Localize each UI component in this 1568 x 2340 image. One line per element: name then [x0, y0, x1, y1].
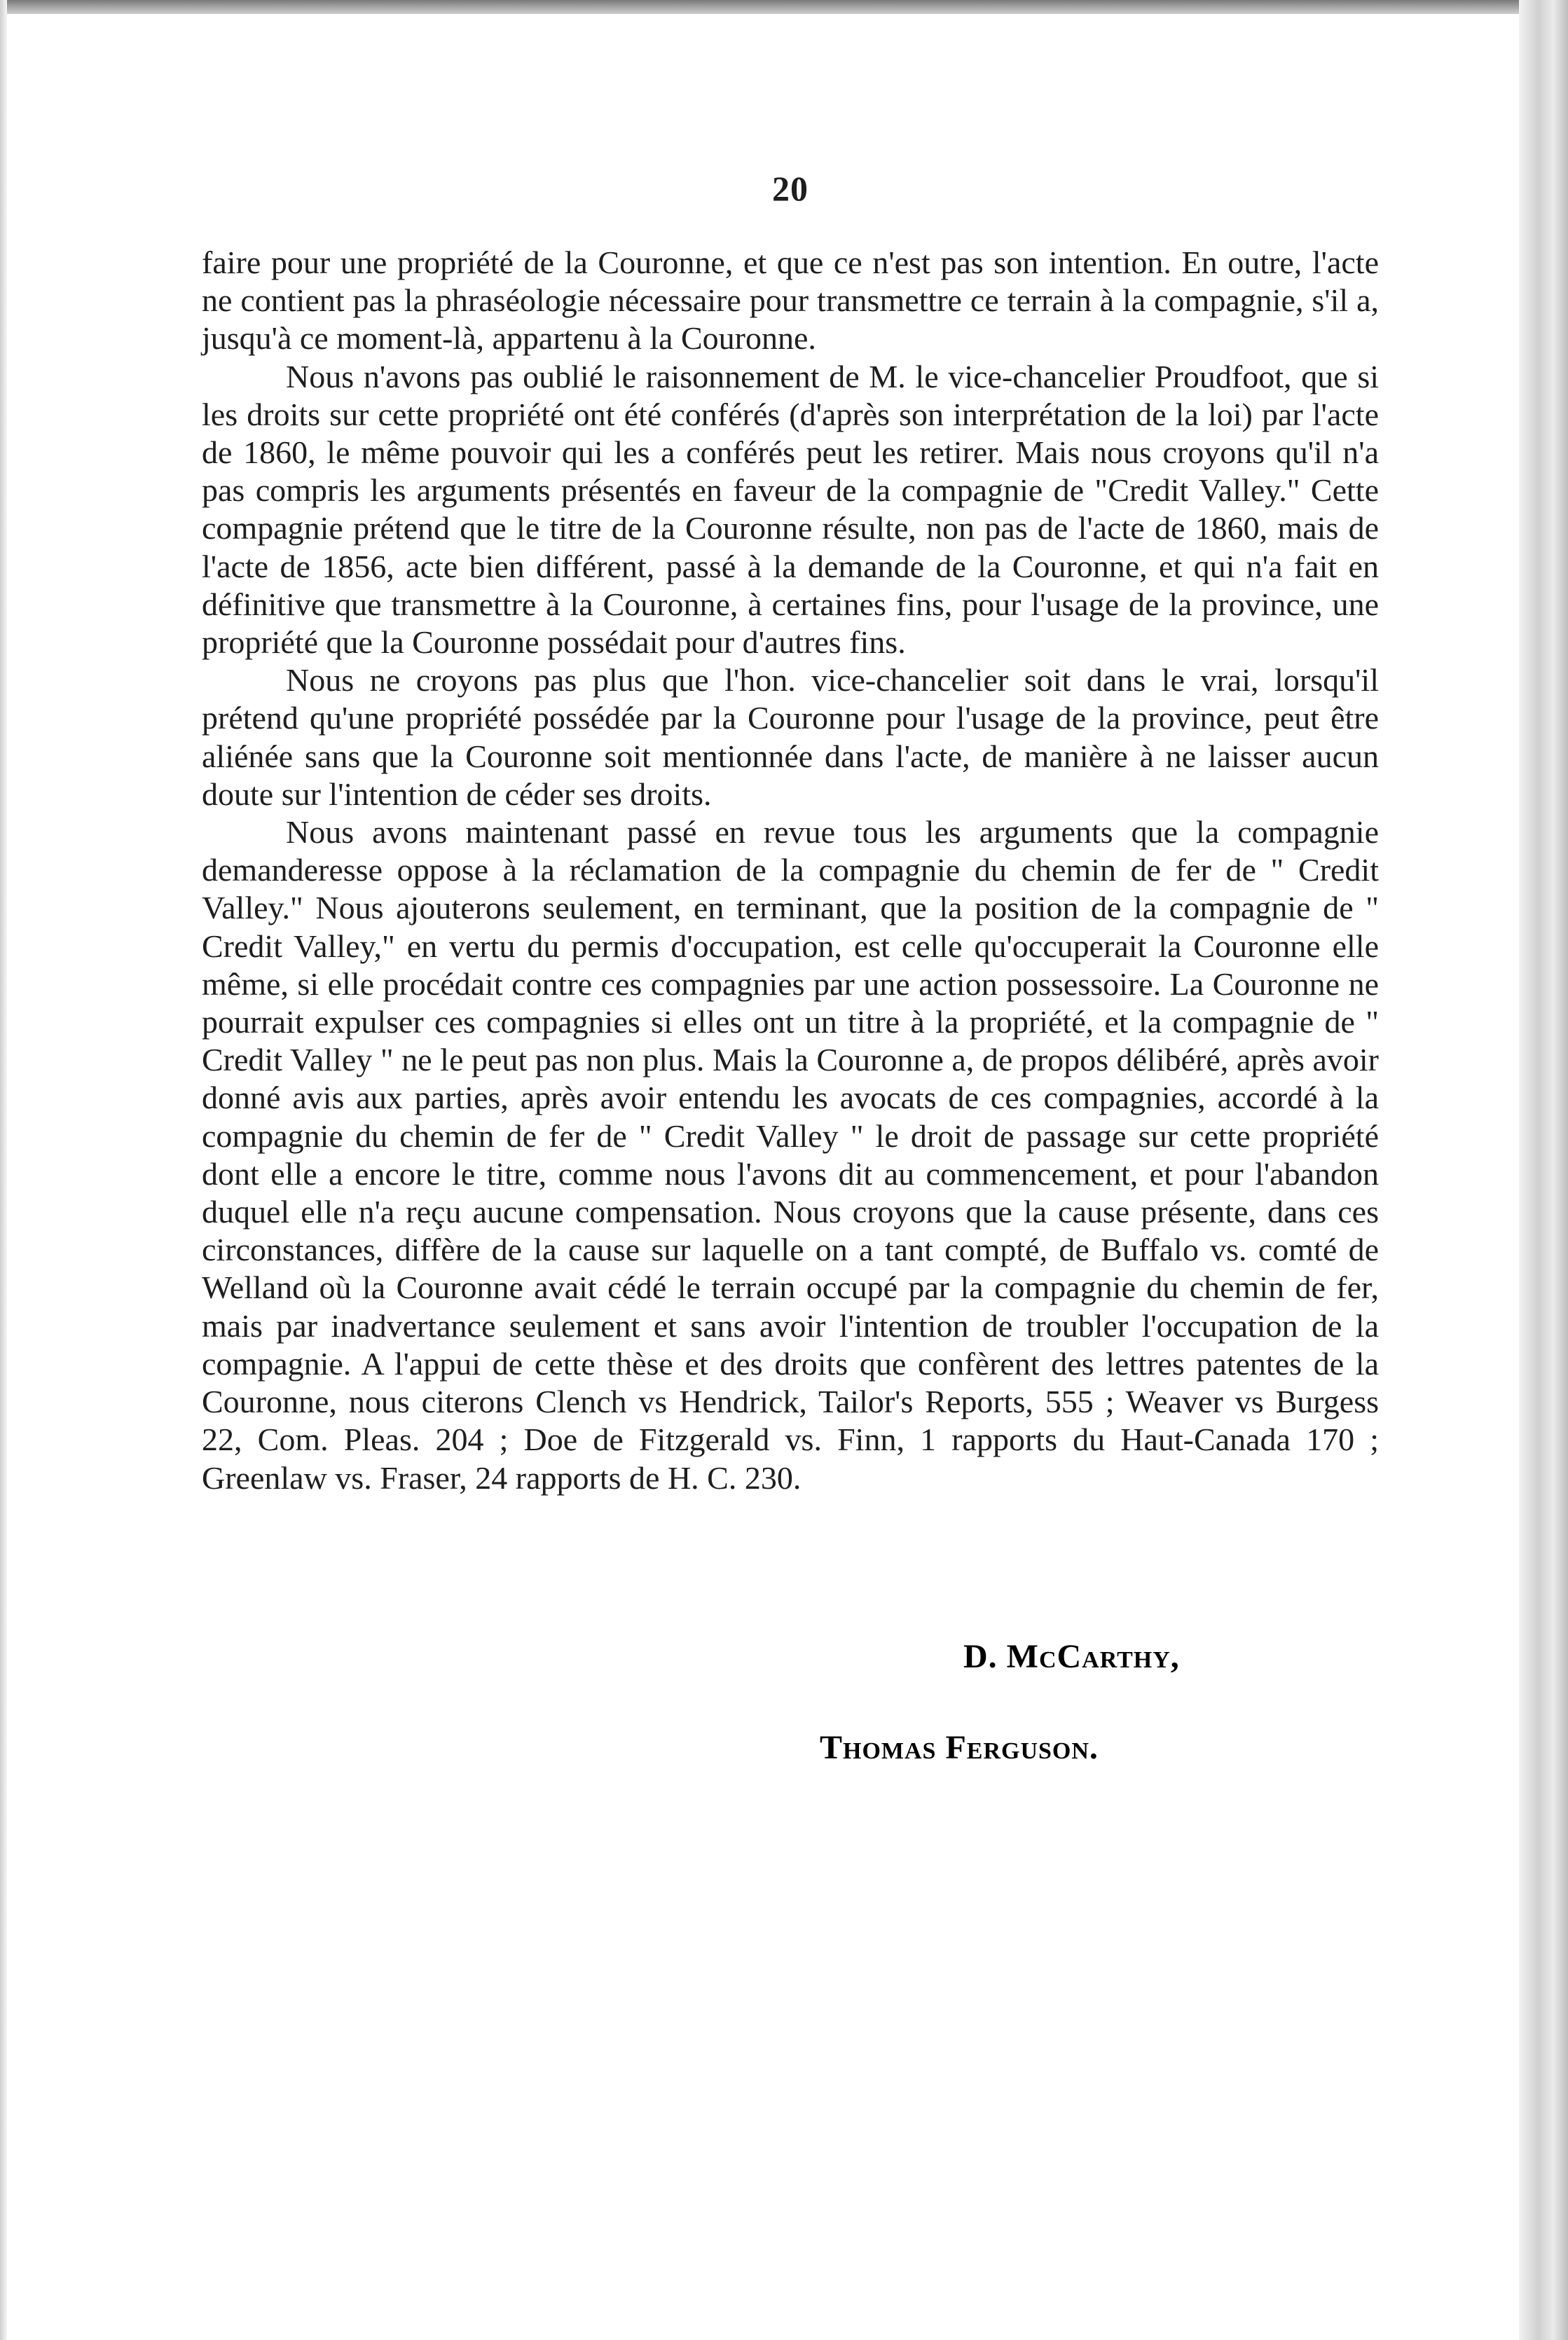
- paragraph: Nous ne croyons pas plus que l'hon. vice-chancelier soit dans le vrai, lorsqu'il prétend qu'une propriété possédée par la Couronne pour l'usage de la province, peut être aliénée sans que la Couronne soit mentionnée dans l'acte, de manière à ne laisser aucun doute sur l'intention de céder ses droits.: [202, 662, 1379, 812]
- scan-left-edge: [0, 0, 7, 2340]
- paragraph: Nous avons maintenant passé en revue tous les arguments que la compagnie demanderesse oppose à la réclamation de la compagnie du chemin de fer de " Credit Valley." Nous ajouterons seulement, en terminant, que la position de la compagnie de " Credit Valley," en vertu du permis d'occupation, est celle qu'occuperait la Couronne elle même, si elle procédait contre ces compagnies par une action possessoire. La Couronne ne pourrait expulser ces compagnies si elles ont un titre à la propriété, et la compagnie de " Credit Valley " ne le peut pas non plus. Mais la Couronne a, de propos délibéré, après avoir donné avis aux parties, après avoir entendu les avocats de ces compagnies, accordé à la compagnie du chemin de fer de " Credit Valley " le droit de passage sur cette propriété dont elle a encore le titre, comme nous l'avons dit au commencement, et pour l'abandon duquel elle n'a reçu aucune compensation. Nous croyons que la cause présente, dans ces circonstances, diffère de la cause sur laquelle on a tant compté, de Buffalo vs. comté de Welland où la Couronne avait cédé le terrain occupé par la compagnie du chemin de fer, mais par inadvertance seulement et sans avoir l'intention de troubler l'occupation de la compagnie. A l'appui de cette thèse et des droits que confèrent des lettres patentes de la Couronne, nous citerons Clench vs Hendrick, Tailor's Reports, 555 ; Weaver vs Burgess 22, Com. Pleas. 204 ; Doe de Fitzgerald vs. Finn, 1 rapports du Haut-Canada 170 ; Greenlaw vs. Fraser, 24 rapports de H. C. 230.: [202, 814, 1379, 1496]
- page-number: 20: [772, 169, 809, 208]
- paragraph: Nous n'avons pas oublié le raisonnement de M. le vice-chancelier Proudfoot, que si les droits sur cette propriété ont été conférés (d'après son interprétation de la loi) par l'acte de 1860, le même pouvoir qui les a conférés peut les retirer. Mais nous croyons qu'il n'a pas compris les arguments présentés en faveur de la compagnie de "Credit Valley." Cette compagnie prétend que le titre de la Couronne résulte, non pas de l'acte de 1860, mais de l'acte de 1856, acte bien différent, passé à la demande de la Couronne, et qui n'a fait en définitive que transmettre à la Couronne, à certaines fins, pour l'usage de la province, une propriété que la Couronne possédait pour d'autres fins.: [202, 358, 1379, 661]
- signature-mccarthy: D. McCarthy,: [963, 1638, 1180, 1675]
- scan-top-edge: [0, 0, 1568, 14]
- signature-ferguson: Thomas Ferguson.: [820, 1729, 1099, 1766]
- paragraph: faire pour une propriété de la Couronne, et que ce n'est pas son intention. En outre, l'acte ne contient pas la phraséologie nécessaire pour transmettre ce terrain à la compagnie, s'il a, jusqu'à ce moment-là, appartenu à la Couronne.: [202, 245, 1379, 357]
- signature-block: [760, 1611, 1180, 1794]
- scan-right-edge: [1519, 0, 1568, 2340]
- document-page: [202, 168, 1379, 1497]
- body-text: [202, 244, 1379, 1497]
